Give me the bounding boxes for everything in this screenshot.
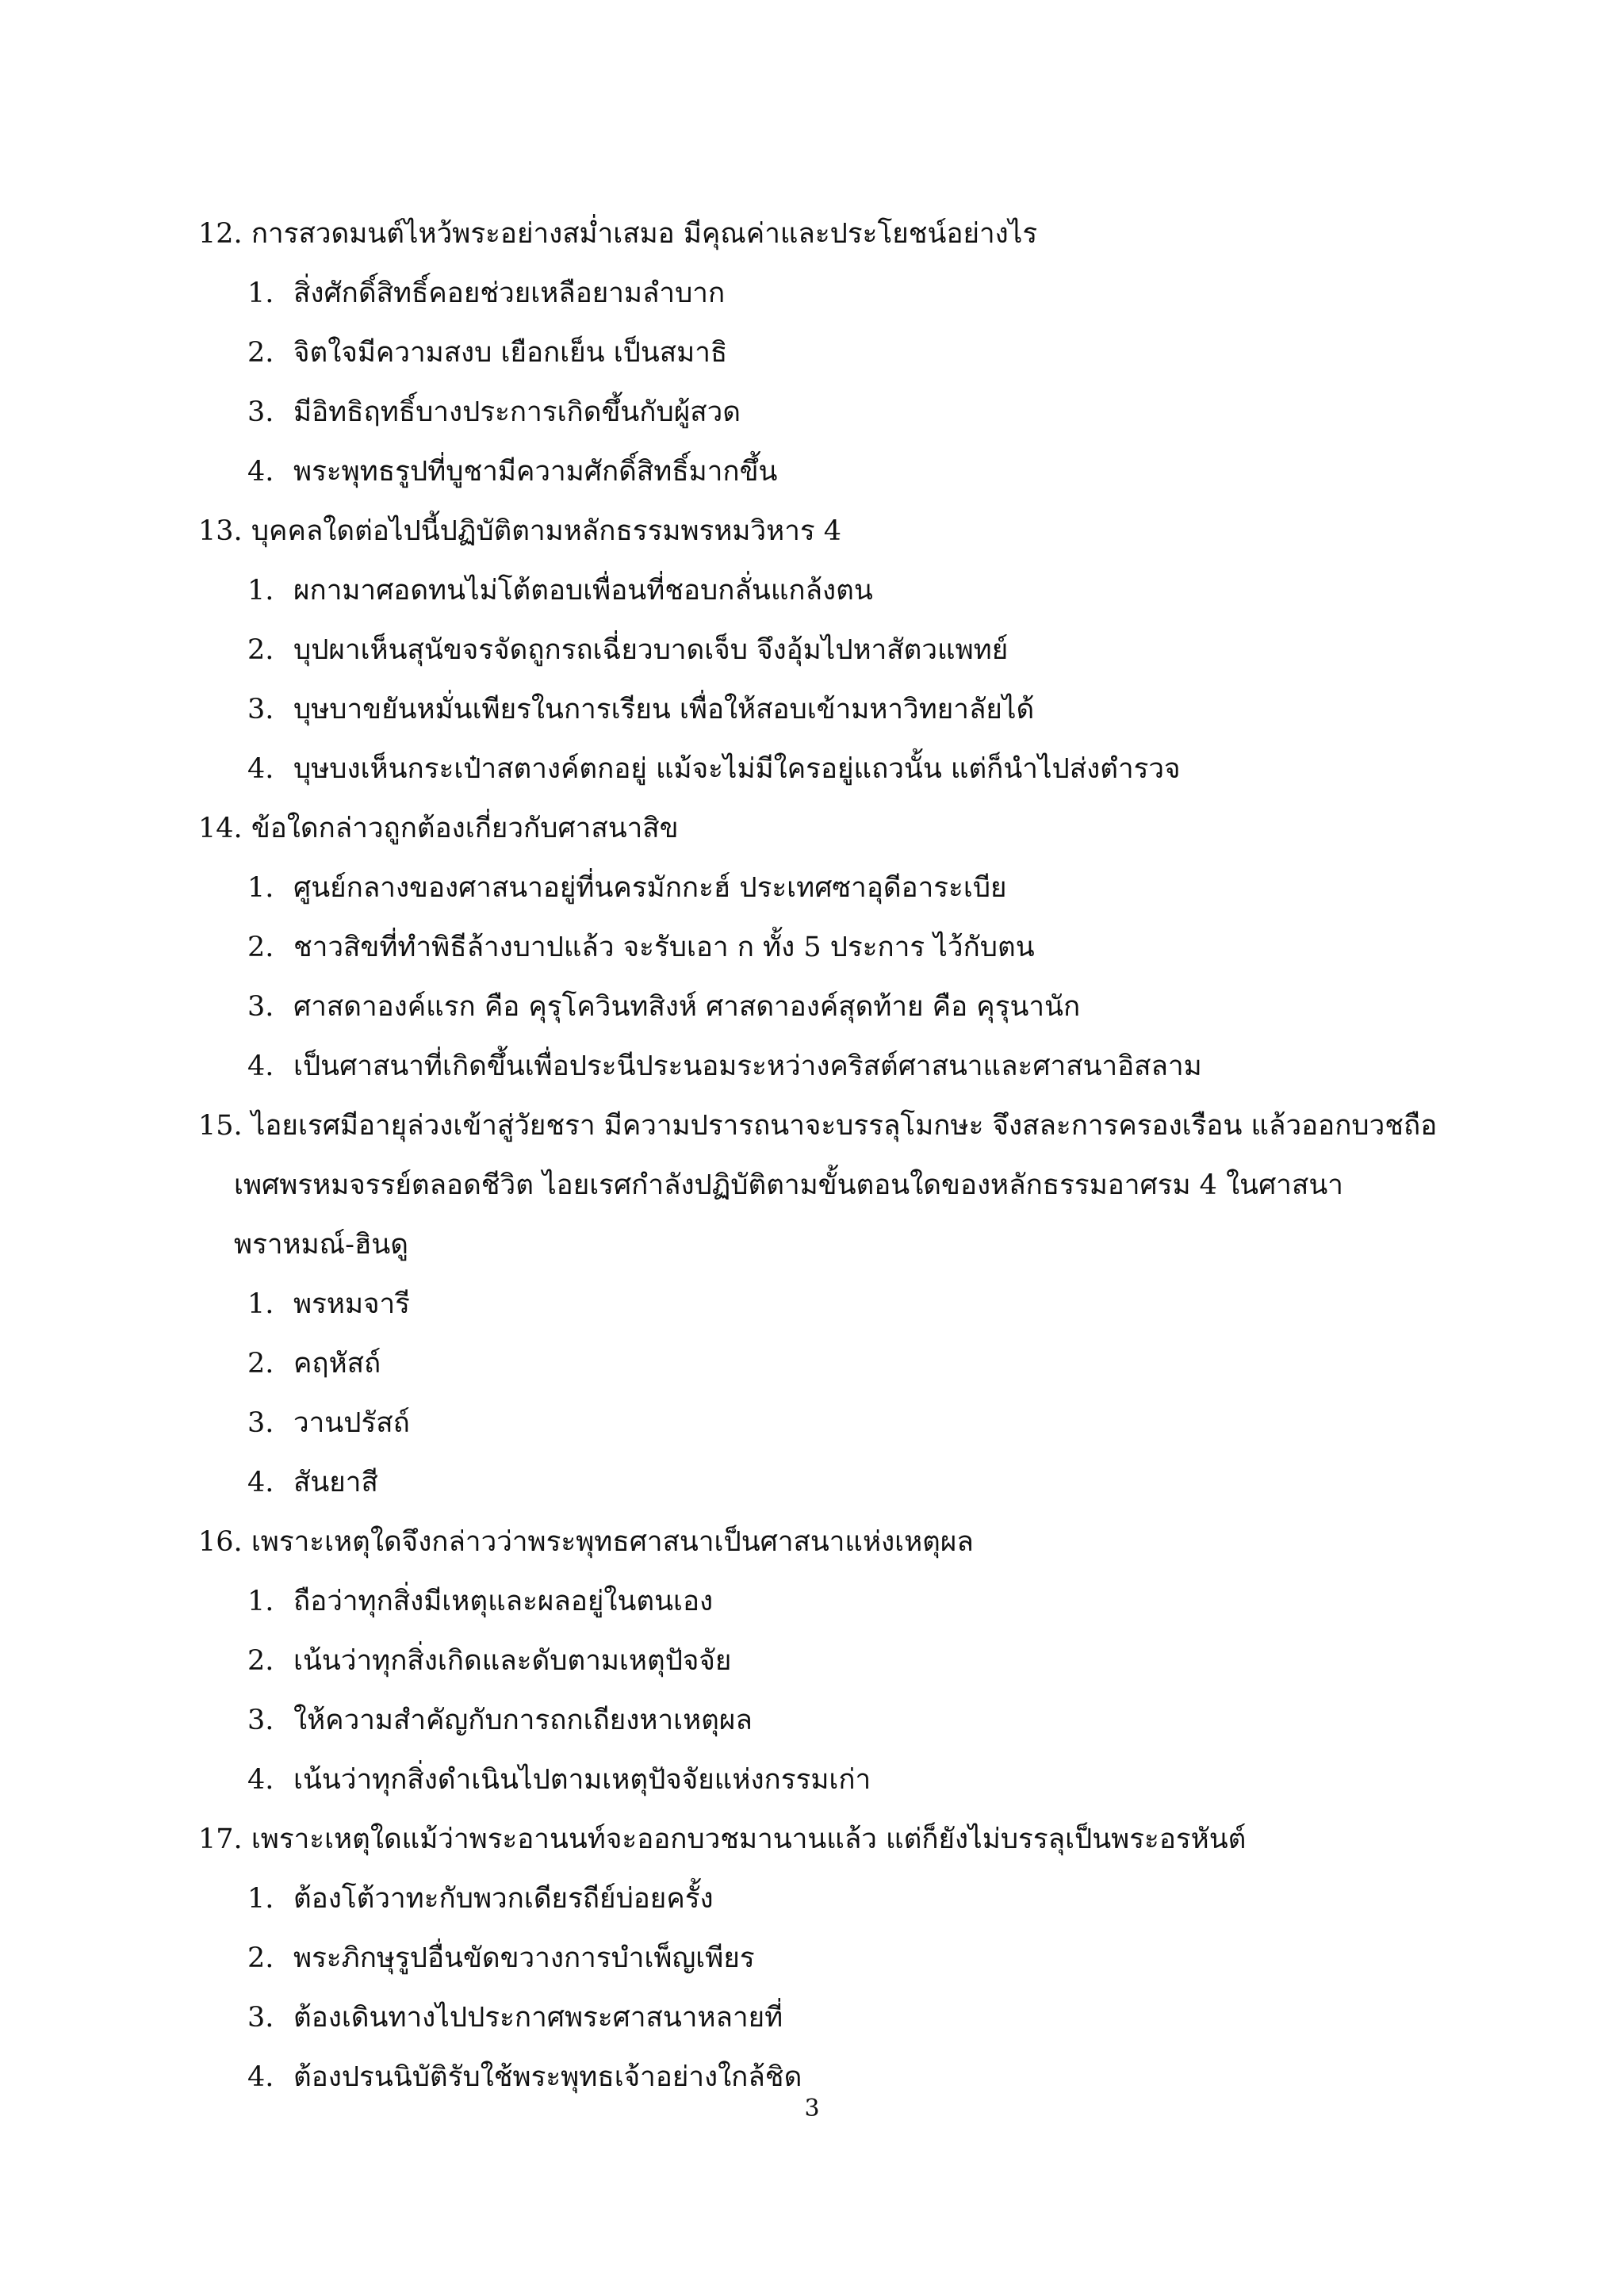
option-number: 2. <box>247 932 274 963</box>
option-item <box>198 740 1499 799</box>
option-text: ถือว่าทุกสิ่งมีเหตุและผลอยู่ในตนเอง <box>293 1586 714 1617</box>
option-number: 1. <box>247 575 274 607</box>
question-number: 16. <box>198 1526 243 1558</box>
option-number: 2. <box>247 1645 274 1677</box>
question-13 <box>198 502 1499 799</box>
question-14 <box>198 799 1499 1096</box>
option-text: ชาวสิขที่ทำพิธีล้างบาปแล้ว จะรับเอา ก ทั้ง 5 ประการ ไว้กับตน <box>293 932 1035 963</box>
question-line-1 <box>198 1096 1499 1156</box>
option-item <box>198 1037 1499 1096</box>
page-number: 3 <box>804 2095 820 2122</box>
option-list <box>198 859 1499 1096</box>
question-17 <box>198 1810 1499 2107</box>
option-text: ศาสดาองค์แรก คือ คุรุโควินทสิงห์ ศาสดาองค์สุดท้าย คือ คุรุนานัก <box>293 991 1081 1023</box>
option-list <box>198 561 1499 799</box>
question-line: ไอยเรศมีอายุล่วงเข้าสู่วัยชรา มีความปรารถนาจะบรรลุโมกษะ จึงสละการครองเรือน แล้วออกบวชถือ <box>251 1110 1438 1142</box>
option-number: 2. <box>247 634 274 666</box>
option-item <box>198 1275 1499 1334</box>
question-text <box>198 502 1499 561</box>
question-text <box>198 1513 1499 1572</box>
option-number: 1. <box>247 1288 274 1320</box>
option-number: 3. <box>247 694 274 725</box>
option-text: สันยาสี <box>293 1467 378 1498</box>
question-text <box>198 1096 1499 1275</box>
option-text: เน้นว่าทุกสิ่งดำเนินไปตามเหตุปัจจัยแห่งกรรมเก่า <box>293 1764 871 1796</box>
option-number: 2. <box>247 337 274 369</box>
option-list <box>198 264 1499 502</box>
option-number: 3. <box>247 1407 274 1439</box>
option-item <box>198 859 1499 918</box>
option-number: 4. <box>247 2061 274 2093</box>
option-item <box>198 978 1499 1037</box>
question-text <box>198 1810 1499 1869</box>
option-item <box>198 264 1499 323</box>
option-text: พระพุทธรูปที่บูชามีความศักดิ์สิทธิ์มากขึ้น <box>293 456 778 488</box>
question-line: ข้อใดกล่าวถูกต้องเกี่ยวกับศาสนาสิข <box>251 813 679 844</box>
option-text: ต้องปรนนิบัติรับใช้พระพุทธเจ้าอย่างใกล้ชิด <box>293 2061 802 2093</box>
option-text: พระภิกษุรูปอื่นขัดขวางการบำเพ็ญเพียร <box>293 1942 755 1974</box>
option-text: บุษบงเห็นกระเป๋าสตางค์ตกอยู่ แม้จะไม่มีใครอยู่แถวนั้น แต่ก็นำไปส่งตำรวจ <box>293 753 1181 785</box>
question-12 <box>198 205 1499 502</box>
option-number: 2. <box>247 1942 274 1974</box>
option-number: 4. <box>247 753 274 785</box>
option-text: ศูนย์กลางของศาสนาอยู่ที่นครมักกะฮ์ ประเทศซาอุดีอาระเบีย <box>293 872 1007 904</box>
option-number: 1. <box>247 1586 274 1617</box>
option-text: สิ่งศักดิ์สิทธิ์คอยช่วยเหลือยามลำบาก <box>293 277 726 309</box>
option-number: 4. <box>247 1764 274 1796</box>
option-item <box>198 442 1499 502</box>
option-text: พรหมจารี <box>293 1288 410 1320</box>
question-text <box>198 205 1499 264</box>
option-item <box>198 1632 1499 1691</box>
option-item <box>198 1988 1499 2048</box>
option-text: มีอิทธิฤทธิ์บางประการเกิดขึ้นกับผู้สวด <box>293 396 741 428</box>
option-item <box>198 1751 1499 1810</box>
option-text: ต้องโต้วาทะกับพวกเดียรถีย์บ่อยครั้ง <box>293 1883 714 1915</box>
option-text: เป็นศาสนาที่เกิดขึ้นเพื่อประนีประนอมระหว่างคริสต์ศาสนาและศาสนาอิสลาม <box>293 1050 1202 1082</box>
question-number: 14. <box>198 813 243 844</box>
option-item <box>198 1572 1499 1632</box>
option-text: บุปผาเห็นสุนัขจรจัดถูกรถเฉี่ยวบาดเจ็บ จึงอุ้มไปหาสัตวแพทย์ <box>293 634 1009 666</box>
question-number: 15. <box>198 1110 243 1142</box>
option-number: 2. <box>247 1348 274 1380</box>
option-item <box>198 918 1499 978</box>
question-list <box>198 205 1499 2107</box>
option-list <box>198 1572 1499 1810</box>
option-number: 4. <box>247 1467 274 1498</box>
option-item <box>198 1394 1499 1453</box>
option-number: 1. <box>247 1883 274 1915</box>
question-line: เพราะเหตุใดจึงกล่าวว่าพระพุทธศาสนาเป็นศาสนาแห่งเหตุผล <box>251 1526 974 1558</box>
option-item <box>198 1929 1499 1988</box>
option-item <box>198 561 1499 621</box>
question-line-2: เพศพรหมจรรย์ตลอดชีวิต ไอยเรศกำลังปฏิบัติตามขั้นตอนใดของหลักธรรมอาศรม 4 ในศาสนา <box>234 1169 1343 1201</box>
option-text: ให้ความสำคัญกับการถกเถียงหาเหตุผล <box>293 1705 753 1736</box>
question-16 <box>198 1513 1499 1810</box>
question-line: เพราะเหตุใดแม้ว่าพระอานนท์จะออกบวชมานานแล้ว แต่ก็ยังไม่บรรลุเป็นพระอรหันต์ <box>251 1823 1247 1855</box>
option-text: เน้นว่าทุกสิ่งเกิดและดับตามเหตุปัจจัย <box>293 1645 732 1677</box>
option-text: วานปรัสถ์ <box>293 1407 410 1439</box>
option-number: 3. <box>247 2002 274 2034</box>
question-line: การสวดมนต์ไหว้พระอย่างสม่ำเสมอ มีคุณค่าและประโยชน์อย่างไร <box>251 218 1038 250</box>
question-number: 13. <box>198 515 243 547</box>
question-line-3: พราหมณ์-ฮินดู <box>234 1229 408 1261</box>
option-item <box>198 1334 1499 1394</box>
option-item <box>198 1869 1499 1929</box>
option-text: จิตใจมีความสงบ เยือกเย็น เป็นสมาธิ <box>293 337 728 369</box>
option-number: 4. <box>247 1050 274 1082</box>
option-text: ผกามาศอดทนไม่โต้ตอบเพื่อนที่ชอบกลั่นแกล้งตน <box>293 575 873 607</box>
option-item <box>198 1691 1499 1751</box>
option-item <box>198 621 1499 680</box>
option-number: 4. <box>247 456 274 488</box>
option-item <box>198 1453 1499 1513</box>
option-number: 3. <box>247 1705 274 1736</box>
option-list <box>198 1869 1499 2107</box>
option-number: 3. <box>247 396 274 428</box>
option-text: ต้องเดินทางไปประกาศพระศาสนาหลายที่ <box>293 2002 783 2034</box>
option-number: 1. <box>247 872 274 904</box>
question-15 <box>198 1096 1499 1513</box>
question-line: บุคคลใดต่อไปนี้ปฏิบัติตามหลักธรรมพรหมวิหาร 4 <box>251 515 842 547</box>
question-number: 12. <box>198 218 243 250</box>
option-item <box>198 680 1499 740</box>
option-number: 1. <box>247 277 274 309</box>
option-item <box>198 323 1499 383</box>
question-text <box>198 799 1499 859</box>
option-list <box>198 1275 1499 1513</box>
option-text: คฤหัสถ์ <box>293 1348 381 1380</box>
option-number: 3. <box>247 991 274 1023</box>
question-number: 17. <box>198 1823 243 1855</box>
option-text: บุษบาขยันหมั่นเพียรในการเรียน เพื่อให้สอบเข้ามหาวิทยาลัยได้ <box>293 694 1035 725</box>
option-item <box>198 383 1499 442</box>
